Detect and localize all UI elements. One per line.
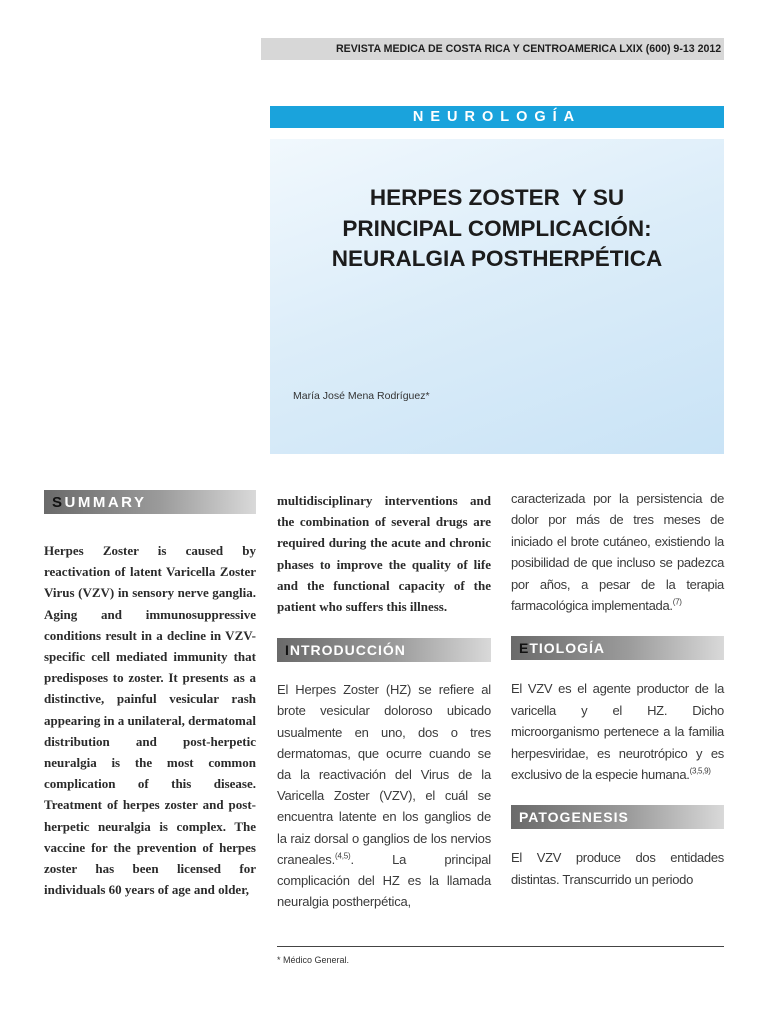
title-line: NEURALGIA POSTHERPÉTICA [331, 246, 663, 271]
author-name: María José Mena Rodríguez* [293, 390, 430, 402]
heading-rest: TIOLOGÍA [529, 640, 606, 657]
summary-heading [44, 490, 256, 514]
heading-rest: UMMARY [64, 493, 147, 511]
article-title [270, 183, 724, 275]
introduccion-heading [277, 638, 491, 662]
intro-continuation-text: caracterizada por la persistencia de dolor por más de tres meses de iniciado el brote cutáneo, existiendo la posibilidad de que incluso se padezca por años, a pesar de la terapia farmacológica implementada. [511, 491, 724, 614]
intro-text-part1: El Herpes Zoster (HZ) se refiere al brote vesicular doloroso ubicado usualmente en uno, dos o tres dermatomas, que ocurre cuando se da la reactivación del Virus de la Varicella Zoster (VZV), el cuál se encuentra latente en los ganglios de la raiz dorsal o ganglios de los nervios craneales. [277, 682, 491, 867]
etiologia-body: El VZV es el agente productor de la varicella y el HZ. Dicho microorganismo pertenece a la familia herpesviridae, es neurotrópico y es exclusivo de la especie humana. [511, 681, 724, 783]
journal-header [261, 38, 724, 60]
heading-initial: I [285, 642, 290, 659]
title-box [270, 139, 724, 454]
title-line: HERPES ZOSTER Y SU [369, 185, 625, 210]
heading-initial: E [519, 640, 530, 657]
citation: (3,5,9) [689, 766, 711, 776]
introduccion-text [277, 679, 491, 912]
column-left [44, 490, 256, 900]
citation: (7) [672, 597, 682, 607]
patogenesis-text: El VZV produce dos entidades distintas. Transcurrido un periodo [511, 850, 724, 887]
footnote: * Médico General. [277, 955, 350, 965]
section-banner [270, 106, 724, 128]
summary-continuation: multidisciplinary interventions and the combination of several drugs are required during the acute and chronic phases to improve the quality of life and the functional capacity of the patient who suffers this illness. [277, 493, 491, 615]
introduccion-continuation [511, 488, 724, 616]
journal-header-text: REVISTA MEDICA DE COSTA RICA Y CENTROAMERICA LXIX (600) 9-13 2012 [335, 43, 721, 55]
citation: (4,5) [334, 851, 351, 861]
intro-text-part2: . La principal complicación del HZ es la llamada neuralgia postherpética, [277, 851, 491, 910]
heading-rest: NTRODUCCIÓN [289, 642, 406, 659]
column-right [511, 488, 724, 890]
etiologia-heading [511, 636, 724, 660]
section-label: NEUROLOGÍA [412, 109, 582, 125]
heading-text: PATOGENESIS [519, 809, 629, 826]
etiologia-text [511, 678, 724, 785]
title-line: PRINCIPAL COMPLICACIÓN: [342, 215, 652, 241]
heading-initial: S [52, 493, 65, 511]
column-middle [277, 490, 491, 912]
footnote-divider [277, 946, 724, 947]
summary-text: Herpes Zoster is caused by reactivation of latent Varicella Zoster Virus (VZV) in sensory nerve ganglia. Aging and immunosuppressive conditions result in a decline in VZV-specific cell mediated immunity that predisposes to zoster. It presents as a distinctive, painful vesicular rash appearing in a unilateral, dermatomal distribution and post-herpetic neuralgia is the most common complication of this disease. Treatment of herpes zoster and post-herpetic neuralgia is complex. The vaccine for the prevention of herpes zoster has been licensed for individuals 60 years of age and older, [44, 543, 256, 898]
patogenesis-heading [511, 805, 724, 829]
